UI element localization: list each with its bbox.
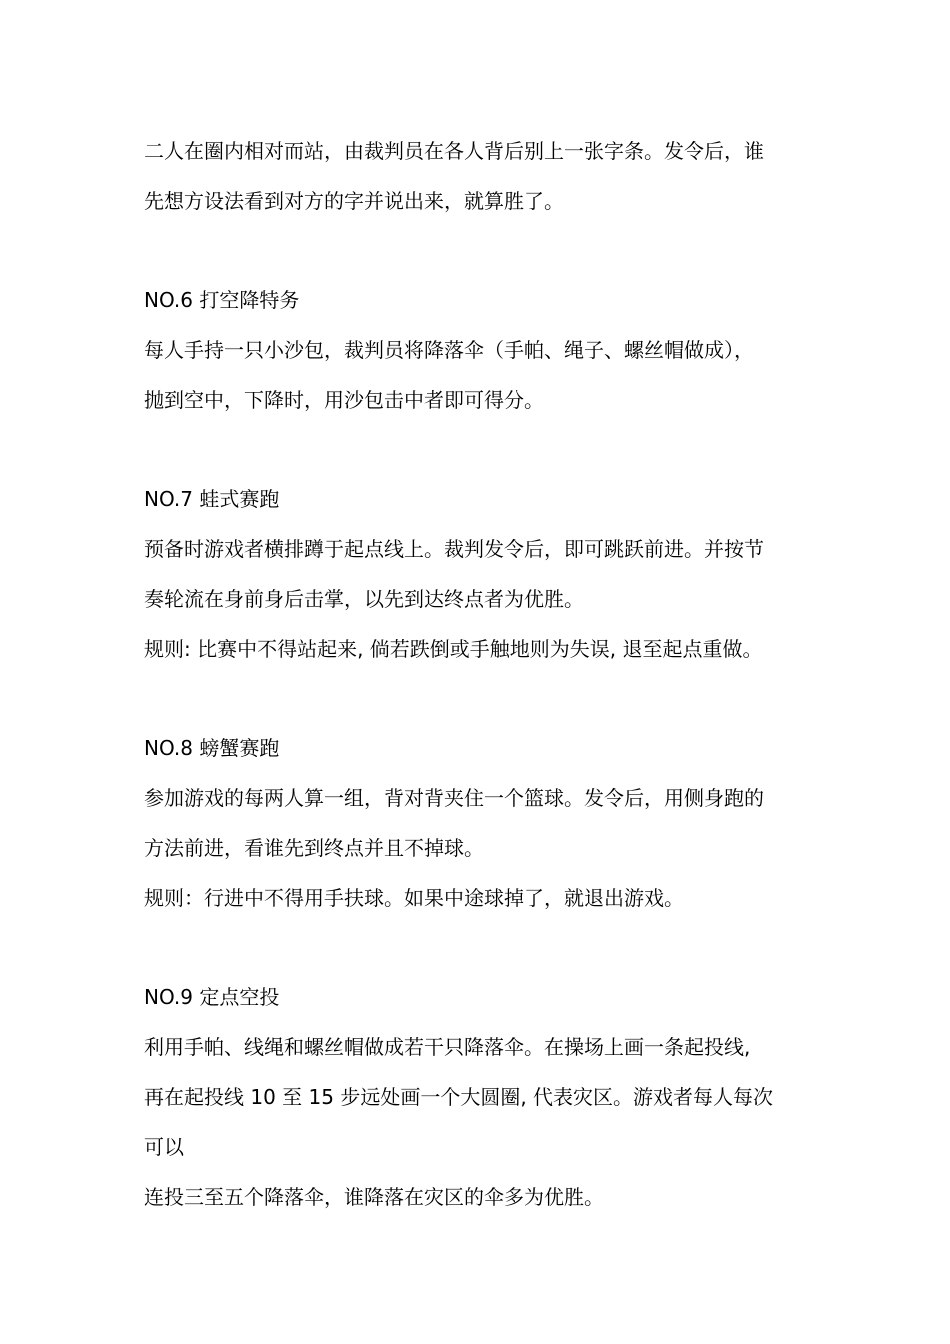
section-no7-line-1: 预备时游戏者横排蹲于起点线上。裁判发令后，即可跳跃前进。并按节 <box>144 537 764 561</box>
section-heading-no9: NO.9 定点空投 <box>144 985 280 1009</box>
section-heading-no6: NO.6 打空降特务 <box>144 288 300 312</box>
section-heading-no8: NO.8 螃蟹赛跑 <box>144 736 280 760</box>
section-no8-line-2: 方法前进，看谁先到终点并且不掉球。 <box>144 836 484 860</box>
section-no7-line-2: 奏轮流在身前身后击掌，以先到达终点者为优胜。 <box>144 587 584 611</box>
section-no9-line-2: 再在起投线 10 至 15 步远处画一个大圆圈, 代表灾区。游戏者每人每次 <box>144 1085 774 1109</box>
section-no9-line-4: 连投三至五个降落伞，谁降落在灾区的伞多为优胜。 <box>144 1185 604 1209</box>
section-no9-line-3: 可以 <box>144 1135 184 1159</box>
section-no6-line-2: 抛到空中，下降时，用沙包击中者即可得分。 <box>144 388 544 412</box>
section-no7-rule: 规则: 比赛中不得站起来, 倘若跌倒或手触地则为失误, 退至起点重做。 <box>144 637 763 661</box>
section-no8-line-1: 参加游戏的每两人算一组，背对背夹住一个篮球。发令后，用侧身跑的 <box>144 786 764 810</box>
intro-line-2: 先想方设法看到对方的字并说出来，就算胜了。 <box>144 189 564 213</box>
section-no8-rule: 规则：行进中不得用手扶球。如果中途球掉了，就退出游戏。 <box>144 886 684 910</box>
intro-line-1: 二人在圈内相对而站，由裁判员在各人背后别上一张字条。发令后，谁 <box>144 139 764 163</box>
section-no6-line-1: 每人手持一只小沙包，裁判员将降落伞（手帕、绳子、螺丝帽做成）， <box>144 338 754 362</box>
section-heading-no7: NO.7 蛙式赛跑 <box>144 487 280 511</box>
section-no9-line-1: 利用手帕、线绳和螺丝帽做成若干只降落伞。在操场上画一条起投线, <box>144 1035 751 1059</box>
